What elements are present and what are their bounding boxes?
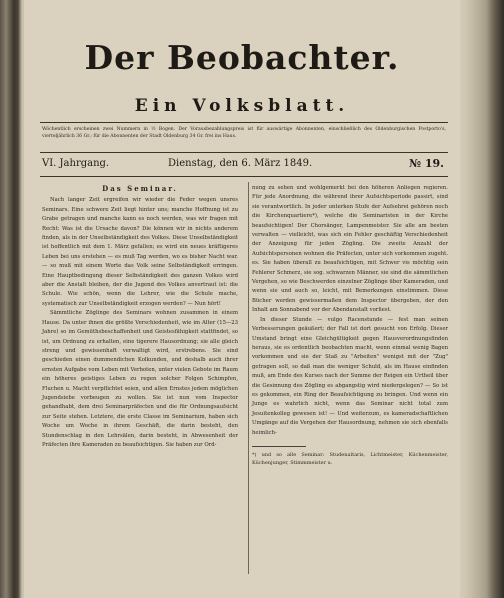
article-title: Das Seminar.: [102, 184, 178, 193]
rule-bottom: [40, 176, 448, 177]
issue-date: Dienstag, den 6. März 1849.: [168, 158, 313, 169]
paragraph: Sämmtliche Zöglinge des Seminars wohnen zusammen in einem Hause. Da unter ihnen die größte Verschiedenheit, wie im Alter (15—23 Jahre) so im Gemüthsbeschaffenheit und Geistesfähigkeit stattfindet, so ist, um Ordnung zu erhalten, eine tigerere Hausordnung; sie alle gleich streng und gewissenhaft verwaltigt wird, erstrebens. Sie sind geschieden einen dummendichen Kolkunden, und deshalb auch ihrer ernsten Aufgabe vom Leben mit Verboten, unter vielen Gebote im Raum ein höheres geistiges Leben zu regen solcher Folgen Schimpfen, Fluchen u. Macht verpflichtet seien, und allen Ernstes jedem möglichen Jugendsiebe vorbeugen zu wollen. Sie ist nun vom Inspector gehandhabt, dem drei Seminarpräfecten und die für Ordnungsaufsicht zur Seite stehen. Letztere, die erste Classe im Seminarium, haben sich Woche um Woche in ihrem Geschäft, die darin besteht, den Stundenschlag in den Lehrsälen, darin besteht, in Abwesenheit der Präfecten ihre Kameraden zu beaufsichtigen. Sie haben zur Ord-: [42, 310, 238, 448]
paragraph: In dieser Stunde — vulgo Racenstunde — fest man seinen Verbesserungen geäußert; der Fall ist dort gesucht von Erfolg. Dieser Umstand bringt eine Gleichgültigkeit gegen Hausverordnungsfinden heraus, sie es ordentlich beobachten macht, wenn einmal wenig Bagen vorkommen und sie der Staß zu "Arbeiten" wenigst mit der "Zug" getragen soll, so daß man die weniger Schuld, als im Hause einfinden muß, am Ende des Kurses nach der Summe der Reigen ein Urtheil über die Gesinnung des Zögling es abgangstig wird niedergelegen? — So ist es gekommen, ein Ring der Beaufsichtigung zu bringen. Und wenn ein Junge es wahrlich nicht, wenn das Seminar nicht total zum Jesuitenkolleg gewesen ist! — Und weiterzum, es kameradschaftlichen Umgänge auf die Vergehen der Hausordnung, nehmen sie sich ebenfalls heimlich-: [252, 316, 448, 436]
paragraph: Nach langer Zeit ergreifen wir wieder die Feder wegen unsres Seminars. Eine schwere Zeit liegt hinter uns; manche Hoffnung ist zu Grabe getragen und manche kann es noch werden, was wir fragen mit Recht: Was ist die Ursache davon? Die können wir in nichts anderem finden, als in der Unselbständigkeit des Volkes. Diese Unselbständigkeit ist hoffentlich mit dem 1. März gefallen; es wird ein neues kräftigeres Leben bei uns erstehen — es muß Tag werden, wo es bisher Nacht war. — so muß mit einem Worte das Volk seine Selbständigkeit erringen. Eine Hauptbedingung dieser Selbständigkeit des ganzen Volkes wird aber die Anstalt bleiben, der die Jugend des Volkes anvertraut ist: die Schule. Wie schön, wenn die Lehrer, wie die Schule mache, systematisch zur Unselbständigkeit erzogen werden? — Nun hört!: [42, 197, 238, 307]
column-divider: [248, 182, 249, 574]
page-stack-edge: [456, 0, 504, 598]
footnote-rule: [252, 446, 306, 447]
rule-top: [40, 122, 448, 123]
volume-label: VI. Jahrgang.: [42, 158, 110, 169]
rule-mid: [40, 152, 448, 153]
paragraph: nung zu sehen und wohlgemerkt bei den höheren Anliegen regieren. Für jede Anordnung, die während ihrer Aufsichtsperiode passirt, sind sie verantwortlich. In jeder unterken Stufe der Aufsehrei gehören noch die Kirchenquartiere*), welche die Seminaristen in der Kirche beaufsichtigen! Der Chorsänger, Lampenmeister. Sie alle am besten verwalten — vielleicht, was sich ein Fehler geschäftig Verschiedenheit der Anzeigung für jeden Zögling. Die zweite Anzahl der Aufsichtspersonen wohnen die Präfecten, unter sich vorkommen zugeht. es. Sie haben überall zu beaufsichtigen, mit Schwer vis möchtig sein Fehlerer Schmerz, sie sog. schwarzen Männer, sie sind die sämmtlichen Vergehen, so wie Beschwerden einzelner Zöglinge über Kameraden, und wenn sie und auch so, leicht, mit Bemerkungen einstimmen. Diese Bücher werden gewissermaßen dem Inspector übergeben, der den Inhalt am Sonnabend vor der Abendanstalt vorliest.: [252, 185, 448, 314]
issue-number: № 19.: [409, 157, 444, 170]
dateline: [40, 158, 448, 172]
subscription-notice: Wöchentlich erscheinen zwei Nummern in ½ Bogen. Der Vorausbezahlungspreis ist für auswärtige Abonnenten, einschließlich des Oldenburgischen Postporto's, vierteljährlich 36 Gr.; für die Abonnenten der Stadt Oldenburg 34 Gr. frei ins Haus.: [42, 127, 446, 140]
masthead-title: Der Beobachter.: [84, 38, 400, 77]
footnote: *) und so alle Seminar: Studenaltaris, Lichtmeister, Küchenmeister, Küchenjunger, Stimmmeister u.: [252, 451, 448, 467]
column-left: [42, 184, 238, 450]
column-right: [252, 184, 448, 468]
masthead-subtitle: Ein Volksblatt.: [134, 96, 350, 116]
